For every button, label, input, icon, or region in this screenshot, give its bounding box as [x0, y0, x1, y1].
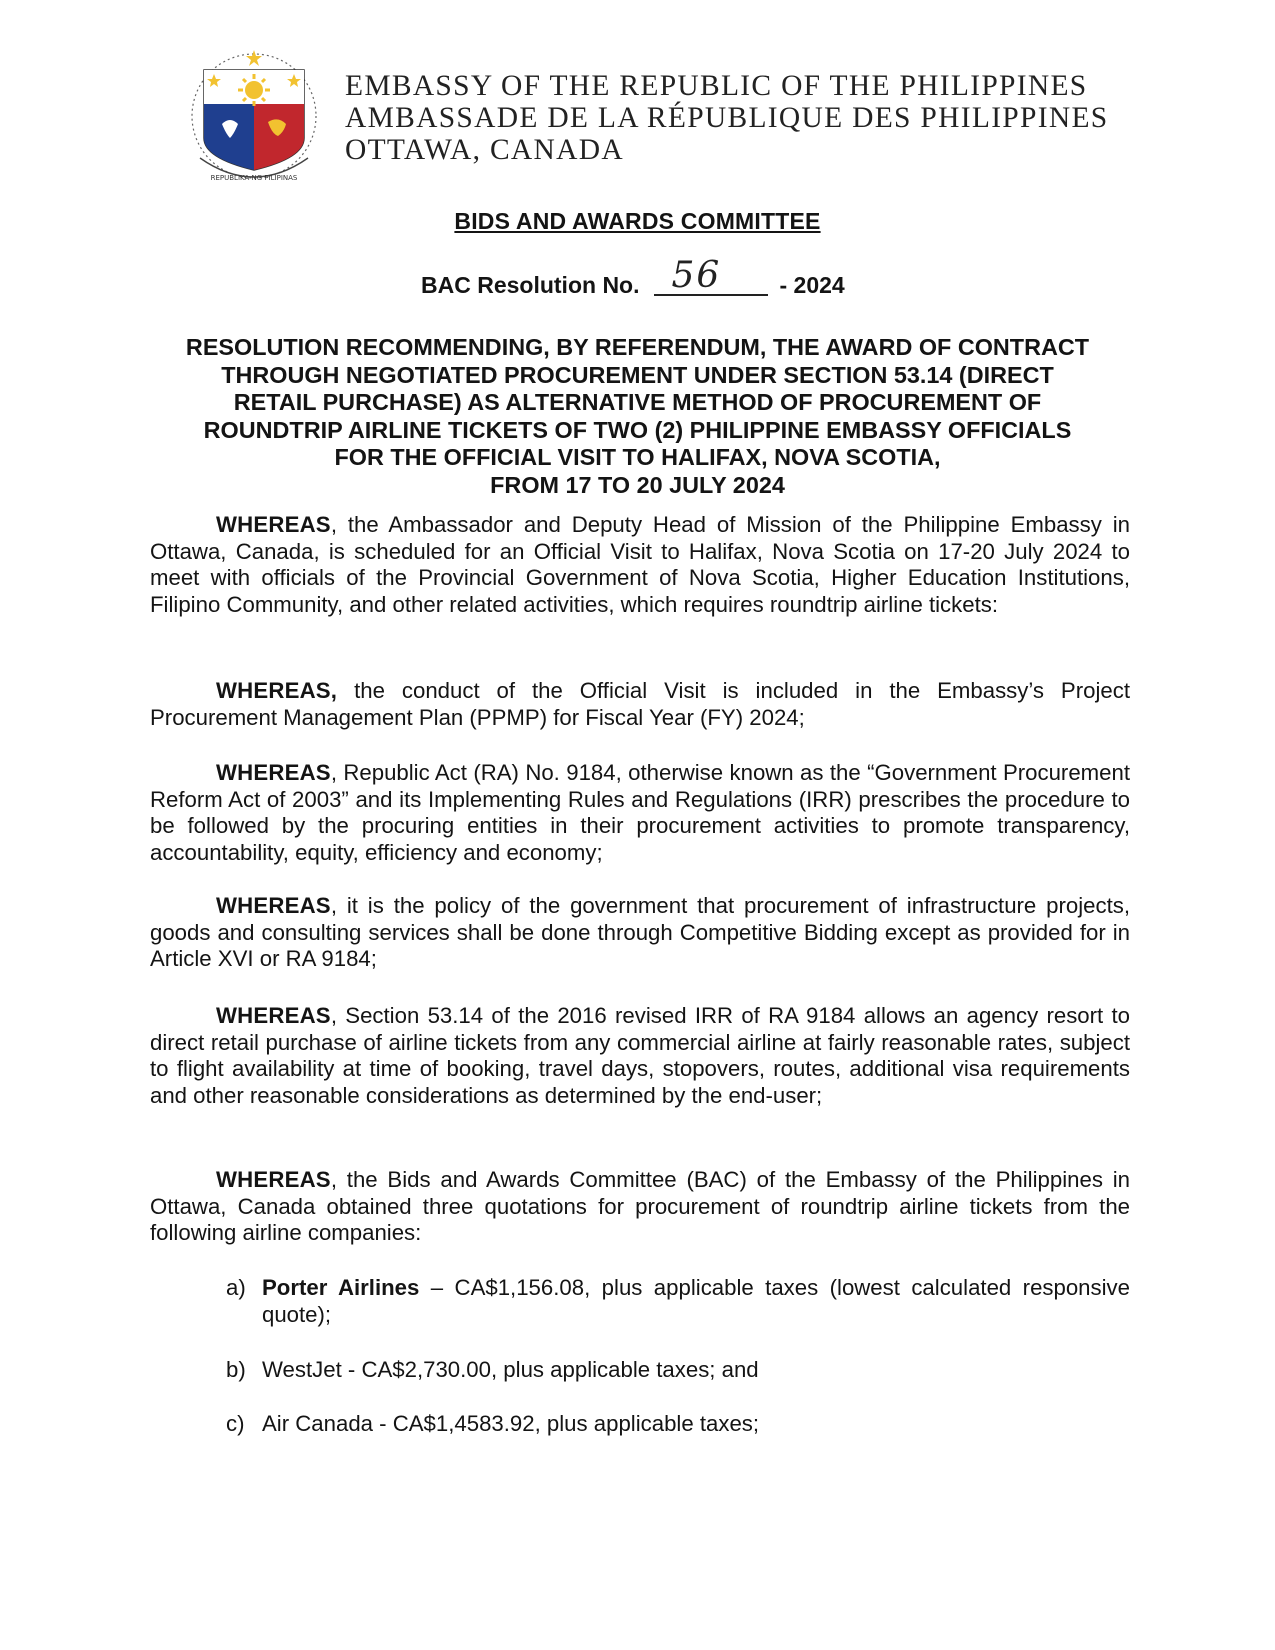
- quote-details: Air Canada - CA$1,4583.92, plus applicable taxes;: [262, 1411, 760, 1436]
- title-line: RESOLUTION RECOMMENDING, BY REFERENDUM, THE AWARD OF CONTRACT: [185, 334, 1090, 360]
- whereas-paragraph-4: [150, 893, 1130, 973]
- philippine-seal-icon: [190, 46, 318, 188]
- quote-label: b): [226, 1357, 246, 1382]
- title-line: FROM 17 TO 20 JULY 2024: [490, 471, 785, 498]
- whereas-text: , the Ambassador and Deputy Head of Mission of the Philippine Embassy in Ottawa, Canada, is scheduled for an Official Visit to Halifax, Nova Scotia on 17-20 July 2024 to meet with officials of the Provincial Government of Nova Scotia, Higher Education Institutions, Filipino Community, and other related activities, which requires roundtrip airline tickets:: [150, 512, 1130, 617]
- resolution-number-line: [421, 255, 845, 299]
- resolution-label: BAC Resolution No.: [421, 272, 640, 298]
- whereas-paragraph-5: [150, 1003, 1130, 1109]
- title-line: FOR THE OFFICIAL VISIT TO HALIFAX, NOVA SCOTIA,: [334, 444, 941, 471]
- whereas-text: the conduct of the Official Visit is included in the Embassy’s Project Procurement Management Plan (PPMP) for Fiscal Year (FY) 2024;: [150, 678, 1130, 730]
- resolution-year: - 2024: [779, 272, 845, 298]
- quote-details: – CA$1,156.08, plus applicable taxes (lowest calculated responsive quote);: [262, 1275, 1130, 1327]
- quote-text: [262, 1411, 1130, 1438]
- whereas-text: , Republic Act (RA) No. 9184, otherwise known as the “Government Procurement Reform Act of 2003” and its Implementing Rules and Regulations (IRR) prescribes the procedure to be followed by the procuring entities in their procurement activities to promote transparency, accountability, equity, efficiency and economy;: [150, 760, 1130, 865]
- whereas-text: , the Bids and Awards Committee (BAC) of the Embassy of the Philippines in Ottawa, Canada obtained three quotations for procurement of roundtrip airline tickets from the following airline companies:: [150, 1167, 1130, 1246]
- whereas-paragraph-3: [150, 760, 1130, 866]
- letterhead-line-3: OTTAWA, CANADA: [345, 134, 624, 166]
- whereas-lead: WHEREAS: [216, 1167, 331, 1192]
- letterhead-line-2: AMBASSADE DE LA RÉPUBLIQUE DES PHILIPPINES: [345, 102, 1109, 134]
- whereas-lead: WHEREAS: [216, 893, 331, 918]
- whereas-lead: WHEREAS: [216, 512, 331, 537]
- whereas-paragraph-2: [150, 678, 1130, 731]
- whereas-lead: WHEREAS: [216, 1003, 331, 1028]
- whereas-lead: WHEREAS,: [216, 678, 338, 703]
- quote-label: c): [226, 1411, 245, 1436]
- quote-airline: Porter Airlines: [262, 1275, 420, 1300]
- quote-text: [262, 1275, 1130, 1328]
- resolution-title: [145, 334, 1130, 500]
- letterhead-line-1: EMBASSY OF THE REPUBLIC OF THE PHILIPPINES: [345, 70, 1088, 102]
- resolution-number-handwritten: 56: [671, 255, 722, 296]
- whereas-lead: WHEREAS: [216, 760, 331, 785]
- quote-details: WestJet - CA$2,730.00, plus applicable taxes; and: [262, 1357, 759, 1382]
- title-line: THROUGH NEGOTIATED PROCUREMENT UNDER SECTION 53.14 (DIRECT: [221, 361, 1054, 388]
- quote-text: [262, 1357, 1130, 1384]
- title-line: ROUNDTRIP AIRLINE TICKETS OF TWO (2) PHILIPPINE EMBASSY OFFICIALS: [203, 416, 1072, 443]
- letterhead: [345, 70, 1108, 166]
- whereas-text: , it is the policy of the government that procurement of infrastructure projects, goods and consulting services shall be done through Competitive Bidding except as provided for in Article XVI or RA 9184;: [150, 893, 1130, 972]
- whereas-paragraph-6: [150, 1167, 1130, 1247]
- quote-label: a): [226, 1275, 246, 1300]
- committee-heading: BIDS AND AWARDS COMMITTEE: [454, 208, 821, 234]
- title-line: RETAIL PURCHASE) AS ALTERNATIVE METHOD OF PROCUREMENT OF: [233, 389, 1042, 416]
- svg-text:REPUBLIKA NG PILIPINAS: REPUBLIKA NG PILIPINAS: [210, 174, 298, 182]
- resolution-number-blank: [654, 255, 768, 296]
- whereas-text: , Section 53.14 of the 2016 revised IRR of RA 9184 allows an agency resort to direct retail purchase of airline tickets from any commercial airline at fairly reasonable rates, subject to flight availability at time of booking, travel days, stopovers, routes, additional visa requirements and other reasonable considerations as determined by the end-user;: [150, 1003, 1130, 1108]
- whereas-paragraph-1: [150, 512, 1130, 618]
